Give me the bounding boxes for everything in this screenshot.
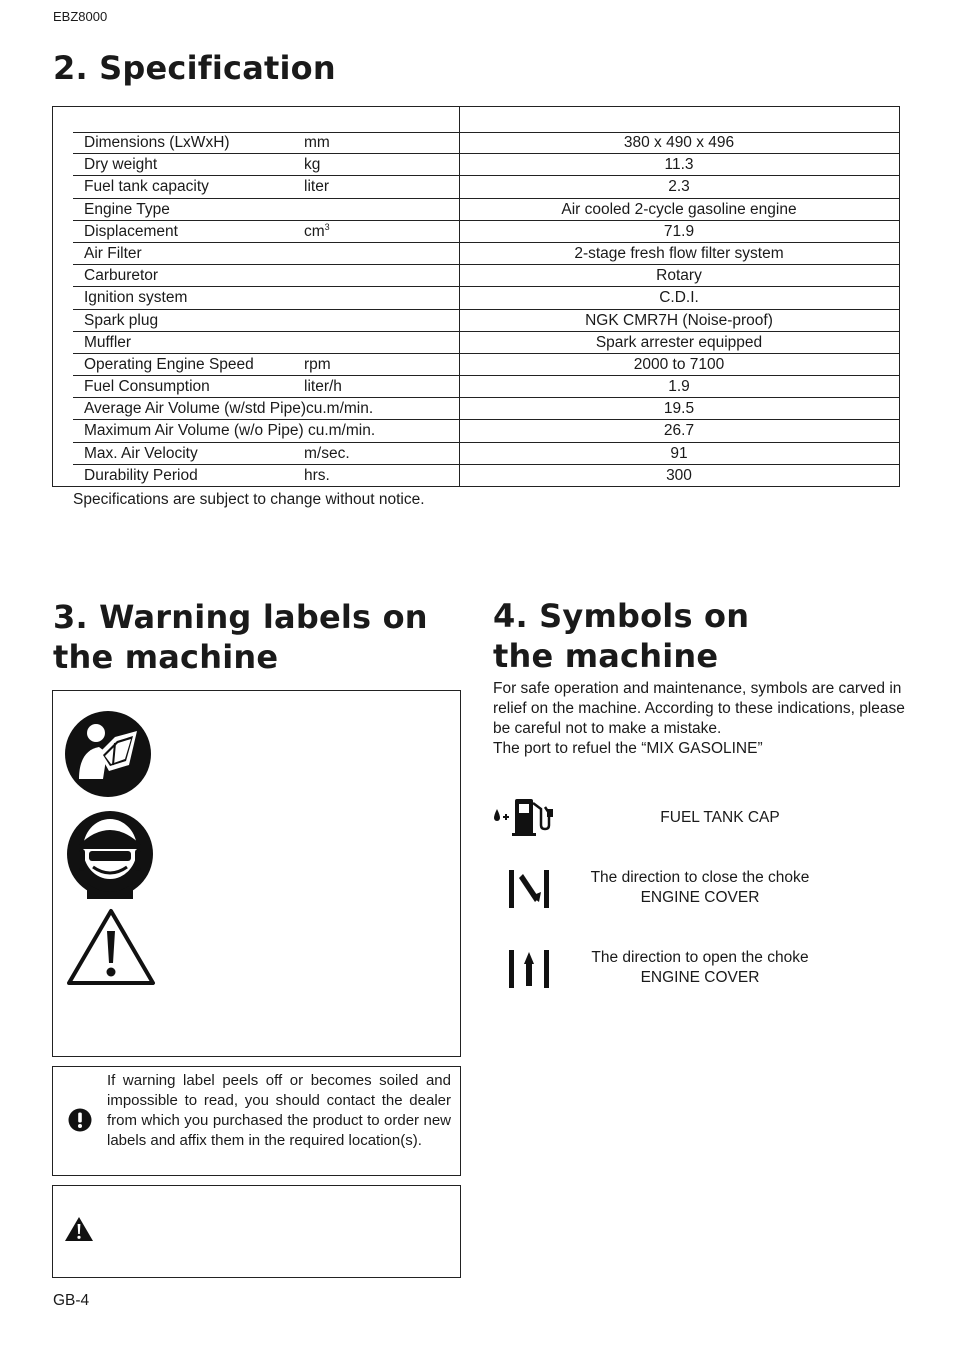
spec-value: 1.9	[668, 378, 690, 396]
table-row	[73, 154, 899, 176]
spec-name: Air Filter	[84, 244, 142, 262]
spec-unit	[304, 154, 320, 175]
table-row	[73, 376, 899, 398]
spec-unit-superscript: 3	[324, 221, 330, 232]
table-row	[73, 132, 899, 154]
spec-value: 300	[666, 466, 692, 484]
spec-value: Spark arrester equipped	[595, 333, 763, 351]
spec-name: Max. Air Velocity	[84, 444, 198, 462]
spec-value: 380 x 490 x 496	[623, 134, 735, 151]
table-row	[73, 420, 899, 442]
warning-labels-title	[53, 597, 428, 677]
spec-name: Fuel tank capacity	[84, 178, 209, 196]
table-row	[73, 332, 899, 354]
symbols-title-line-1: 4. Symbols on	[493, 597, 750, 635]
table-row	[73, 221, 899, 243]
symbols-title-line-2: the machine	[493, 637, 719, 675]
spec-value: Rotary	[656, 267, 702, 285]
spec-value: 2000 to 7100	[633, 355, 725, 373]
label-info-text: If warning label peels off or becomes soiled and impossible to read, you should contact the dealer from which you purchased the product to order new labels and affix them in the required location(s).	[107, 1072, 451, 1149]
spec-name: Muffler	[84, 333, 132, 351]
warning-labels-box	[52, 690, 461, 1057]
caution-box	[52, 1185, 461, 1278]
spec-name: Maximum Air Volume (w/o Pipe) cu.m/min.	[84, 422, 376, 440]
spec-name: Fuel Consumption	[84, 378, 210, 396]
spec-unit	[304, 176, 329, 197]
table-row	[73, 443, 899, 465]
specification-rows	[73, 132, 899, 487]
read-manual-icon	[63, 709, 153, 799]
choke-close-icon	[507, 868, 551, 910]
spec-name: Engine Type	[84, 200, 170, 218]
spec-name: Displacement	[84, 222, 178, 240]
choke-open-label	[570, 948, 830, 988]
choke-open-label-line-2: ENGINE COVER	[640, 969, 760, 986]
spec-unit-text: liter	[304, 178, 329, 196]
spec-name: Operating Engine Speed	[84, 355, 254, 373]
spec-name: Dry weight	[84, 156, 158, 174]
table-row	[73, 243, 899, 265]
page-number: GB-4	[53, 1292, 90, 1309]
symbols-title	[493, 596, 749, 676]
choke-close-label	[570, 868, 830, 908]
spec-value: 11.3	[664, 156, 694, 174]
spec-value: Air cooled 2-cycle gasoline engine	[561, 200, 797, 218]
model-number: EBZ8000	[53, 9, 108, 24]
spec-value: 2-stage fresh flow filter system	[574, 244, 784, 262]
spec-unit-text: m/sec.	[304, 444, 350, 462]
spec-unit	[304, 376, 342, 397]
spec-unit-text: mm	[304, 134, 330, 151]
warning-title-line-1: 3. Warning labels on	[53, 598, 428, 636]
spec-unit-text: hrs.	[304, 466, 330, 484]
specification-title: 2. Specification	[53, 49, 336, 87]
spec-unit-text: cm	[304, 222, 325, 240]
choke-open-icon	[507, 948, 551, 990]
spec-name: Carburetor	[84, 267, 159, 285]
fuel-tank-cap-label: FUEL TANK CAP	[660, 809, 780, 826]
spec-name: Durability Period	[84, 466, 198, 484]
table-row	[73, 176, 899, 198]
spec-value: 71.9	[663, 222, 695, 240]
caution-triangle-icon	[64, 1216, 94, 1242]
spec-value: 2.3	[668, 178, 690, 196]
spec-unit-text: kg	[304, 156, 321, 174]
spec-name: Dimensions (LxWxH)	[84, 134, 230, 151]
spec-unit-text: liter/h	[304, 378, 342, 396]
label-info-box	[52, 1066, 461, 1176]
choke-close-label-line-1: The direction to close the choke	[590, 869, 810, 886]
symbols-refuel-text: The port to refuel the “MIX GASOLINE”	[493, 740, 763, 757]
spec-unit	[304, 465, 330, 486]
choke-open-label-line-1: The direction to open the choke	[591, 949, 809, 966]
spec-value: 19.5	[663, 400, 695, 418]
spec-value: NGK CMR7H (Noise-proof)	[585, 311, 773, 329]
protective-gear-icon	[65, 809, 155, 899]
spec-value: C.D.I.	[659, 289, 699, 307]
spec-unit-text: rpm	[304, 355, 331, 373]
table-row	[73, 199, 899, 221]
spec-unit	[304, 132, 330, 153]
warning-triangle-icon	[65, 907, 157, 987]
spec-unit	[304, 443, 350, 464]
specification-note: Specifications are subject to change without notice.	[73, 491, 425, 508]
spec-name: Ignition system	[84, 289, 188, 307]
spec-name: Average Air Volume (w/std Pipe)cu.m/min.	[84, 400, 374, 418]
table-row	[73, 465, 899, 487]
table-row	[73, 265, 899, 287]
choke-close-label-line-2: ENGINE COVER	[640, 889, 760, 906]
spec-value: 91	[670, 444, 688, 462]
table-row	[73, 354, 899, 376]
spec-unit	[304, 354, 331, 375]
table-row	[73, 398, 899, 420]
fuel-pump-icon	[491, 795, 557, 837]
symbols-intro-text: For safe operation and maintenance, symbols are carved in relief on the machine. According to these indications, please be careful not to make a mistake.	[493, 680, 905, 737]
warning-title-line-2: the machine	[53, 638, 279, 676]
exclamation-circle-icon	[68, 1108, 92, 1132]
spec-name: Spark plug	[84, 311, 159, 329]
spec-value: 26.7	[663, 422, 695, 440]
spec-unit	[304, 221, 330, 242]
table-row	[73, 287, 899, 309]
table-row	[73, 310, 899, 332]
specification-table	[52, 106, 900, 487]
symbols-intro	[493, 679, 905, 759]
